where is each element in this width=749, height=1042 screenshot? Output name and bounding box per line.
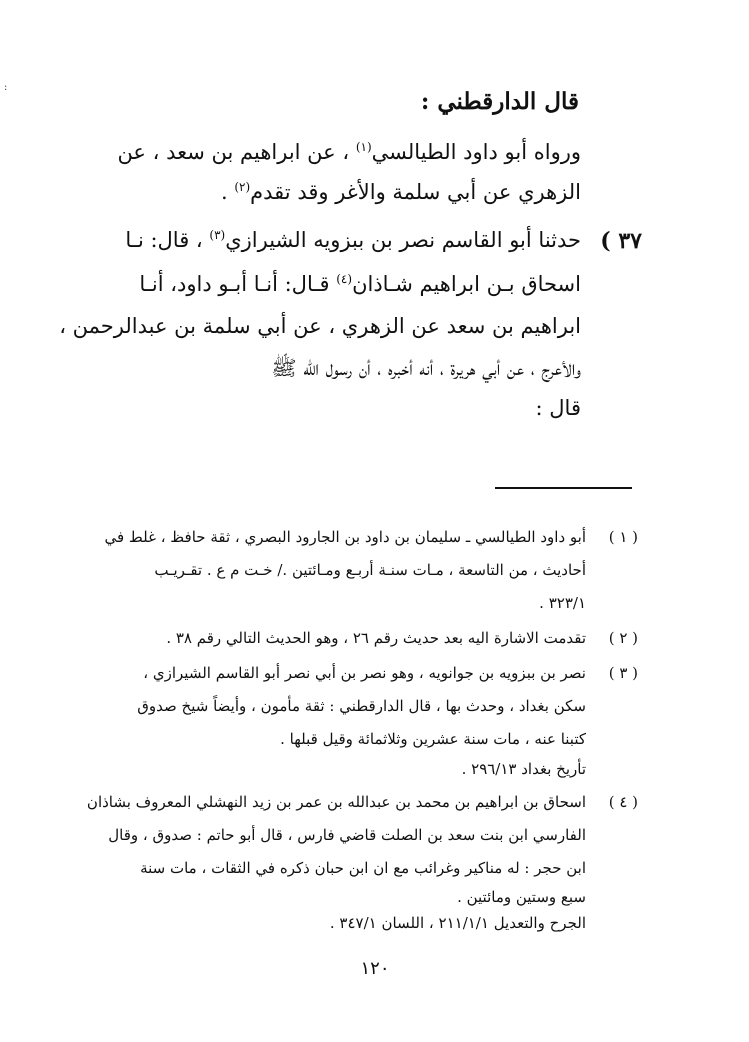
intro-line-2-text-a: الزهري عن أبي سلمة والأغر وقد تقدم	[250, 180, 581, 204]
hadith-line-4: والأعرج ، عن أبي هريرة ، أنه أخبره ، أن رسول الله ﷺ	[271, 356, 581, 380]
footnote-3-number: ( ٣ )	[608, 664, 638, 682]
footnote-ref-2[interactable]: (٢)	[234, 180, 251, 194]
footnote-ref-4[interactable]: (٤)	[336, 272, 353, 286]
footnote-3-line-3: كتبنا عنه ، مات سنة عشرين وثلاثمائة وقيل قبلها .	[280, 730, 586, 748]
footnote-1-line-1: أبو داود الطيالسي ـ سليمان بن داود بن الجارود البصري ، ثقة حافظ ، غلط في	[104, 528, 586, 546]
intro-line-1-text-b: ، عن ابراهيم بن سعد ، عن	[117, 140, 350, 164]
footnote-ref-3[interactable]: (٣)	[209, 228, 226, 242]
footnote-4-number: ( ٤ )	[608, 793, 638, 811]
intro-line-2-text-b: .	[220, 180, 228, 204]
hadith-number: ٣٧ )	[600, 228, 642, 254]
footnote-4-line-4: سبع وستين ومائتين .	[457, 888, 586, 906]
footnote-1-number: ( ١ )	[608, 528, 638, 546]
hadith-line-1-text-b: ، قال: نـا	[125, 228, 203, 252]
footnote-ref-1[interactable]: (١)	[355, 140, 372, 154]
intro-line-1-text-a: ورواه أبو داود الطيالسي	[371, 140, 581, 164]
hadith-line-2-text-a: اسحاق بـن ابراهيم شـاذان	[352, 272, 581, 296]
footnote-4-line-2: الفارسي ابن بنت سعد بن الصلت قاضي فارس ، قال أبو حاتم : صدوق ، وقال	[108, 826, 586, 844]
hadith-line-2	[139, 272, 581, 296]
footnote-1-line-2: أحاديث ، من التاسعة ، مـات سنـة أربـع ومـائتين ./ خـت م ع . تقـريـب	[154, 561, 586, 579]
margin-mark: :	[4, 82, 8, 93]
footnote-4-line-3: ابن حجر : له مناكير وغرائب مع ان ابن حبان ذكره في الثقات ، مات سنة	[140, 859, 586, 877]
footnote-2-number: ( ٢ )	[608, 629, 638, 647]
section-heading: قال الدارقطني :	[420, 88, 579, 115]
footnote-1-line-3: ٣٢٣/١ .	[539, 594, 586, 612]
footnote-2-line-1: تقدمت الاشارة اليه بعد حديث رقم ٢٦ ، وهو الحديث التالي رقم ٣٨ .	[166, 629, 586, 647]
footnote-4-line-1: اسحاق بن ابراهيم بن محمد بن عبدالله بن عمر بن زيد النهشلي المعروف بشاذان	[86, 793, 586, 811]
hadith-line-5: قال :	[535, 396, 581, 420]
footnote-3-line-4: تأريخ بغداد ٢٩٦/١٣ .	[461, 760, 586, 778]
intro-line-1	[117, 140, 581, 164]
footnote-separator	[495, 487, 632, 489]
intro-line-2	[151, 180, 581, 204]
hadith-line-3: ابراهيم بن سعد عن الزهري ، عن أبي سلمة بن عبدالرحمن ،	[59, 314, 581, 338]
footnote-4-line-5: الجرح والتعديل ٢١١/١/١ ، اللسان ٣٤٧/١ .	[329, 914, 586, 932]
hadith-line-2-text-b: قـال: أنـا أبـو داود، أنـا	[139, 272, 330, 296]
page-number: ١٢٠	[360, 958, 390, 979]
footnote-3-line-2: سكن بغداد ، وحدث بها ، قال الدارقطني : ثقة مأمون ، وأيضاً شيخ صدوق	[137, 697, 586, 715]
hadith-line-1	[125, 228, 581, 252]
footnote-3-line-1: نصر بن ببزويه بن جوانويه ، وهو نصر بن أبي نصر أبو القاسم الشيرازي ،	[143, 664, 586, 682]
hadith-line-1-text-a: حدثنا أبو القاسم نصر بن ببزويه الشيرازي	[225, 228, 581, 252]
